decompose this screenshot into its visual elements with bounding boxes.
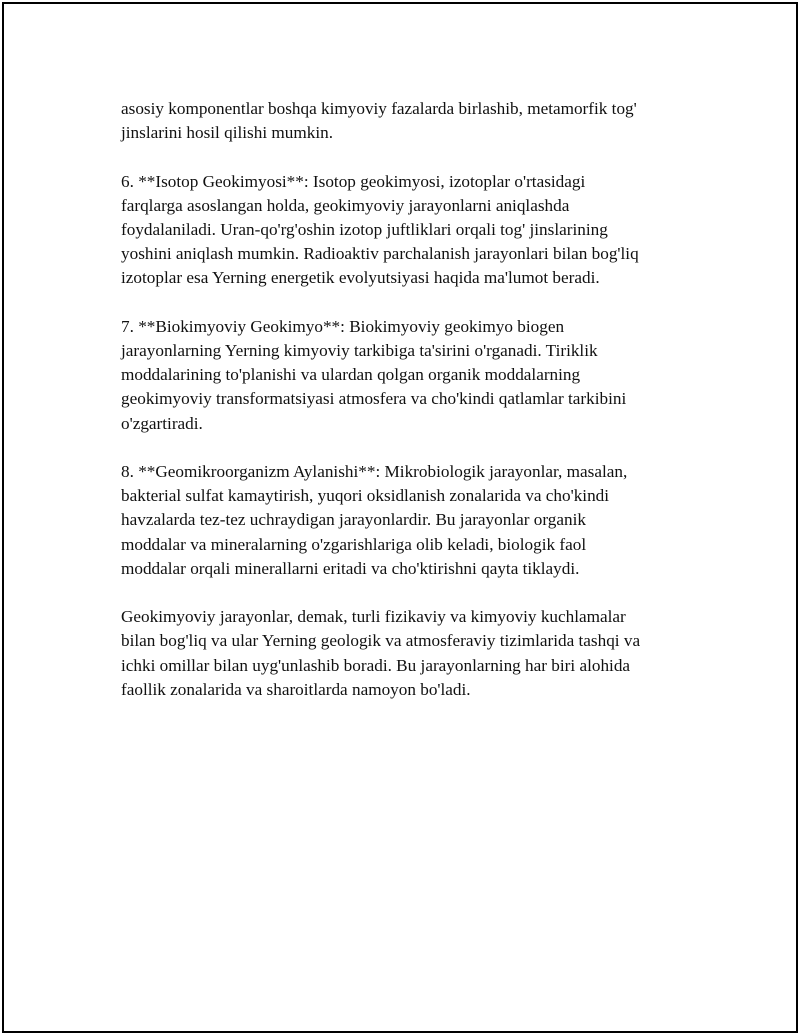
paragraph-continuation: asosiy komponentlar boshqa kimyoviy fazalarda birlashib, metamorfik tog' jinslarini hosil qilishi mumkin.	[121, 99, 637, 143]
page-frame	[2, 2, 798, 1033]
paragraph-biokimyoviy-geokimyo: 7. **Biokimyoviy Geokimyo**: Biokimyoviy geokimyo biogen jarayonlarning Yerning kimyoviy tarkibiga ta'sirini o'rganadi. Tiriklik moddalarining to'planishi va ulardan qolgan organik moddalarning geokimyoviy transformatsiyasi atmosfera va cho'kindi qatlamlar tarkibini o'zgartiradi.	[121, 316, 627, 433]
paragraph-geomikroorganizm-aylanishi: 8. **Geomikroorganizm Aylanishi**: Mikrobiologik jarayonlar, masalan, bakterial sulfat kamaytirish, yuqori oksidlanish zonalarida va cho'kindi havzalarda tez-tez uchraydigan jarayonlardir. Bu jarayonlar organik moddalar va mineralarning o'zgarishlariga olib keladi, biologik faol moddalar orqali minerallarni eritadi va cho'ktirishni qayta tiklaydi.	[121, 462, 628, 578]
paragraph-isotop-geokimyosi: 6. **Isotop Geokimyosi**: Isotop geokimyosi, izotoplar o'rtasidagi farqlarga asoslangan holda, geokimyoviy jarayonlarni aniqlashda foydalaniladi. Uran-qo'rg'oshin izotop juftliklari orqali tog' jinslarining yoshini aniqlash mumkin. Radioaktiv parchalanish jarayonlari bilan bog'liq izotoplar esa Yerning energetik evolyutsiyasi haqida ma'lumot beradi.	[121, 171, 639, 288]
paragraph-conclusion: Geokimyoviy jarayonlar, demak, turli fizikaviy va kimyoviy kuchlamalar bilan bog'liq va ular Yerning geologik va atmosferaviy tizimlarida tashqi va ichki omillar bilan uyg'unlashib boradi. Bu jarayonlarning har biri alohida faollik zonalarida va sharoitlarda namoyon bo'ladi.	[121, 607, 641, 699]
document-body	[121, 97, 701, 726]
